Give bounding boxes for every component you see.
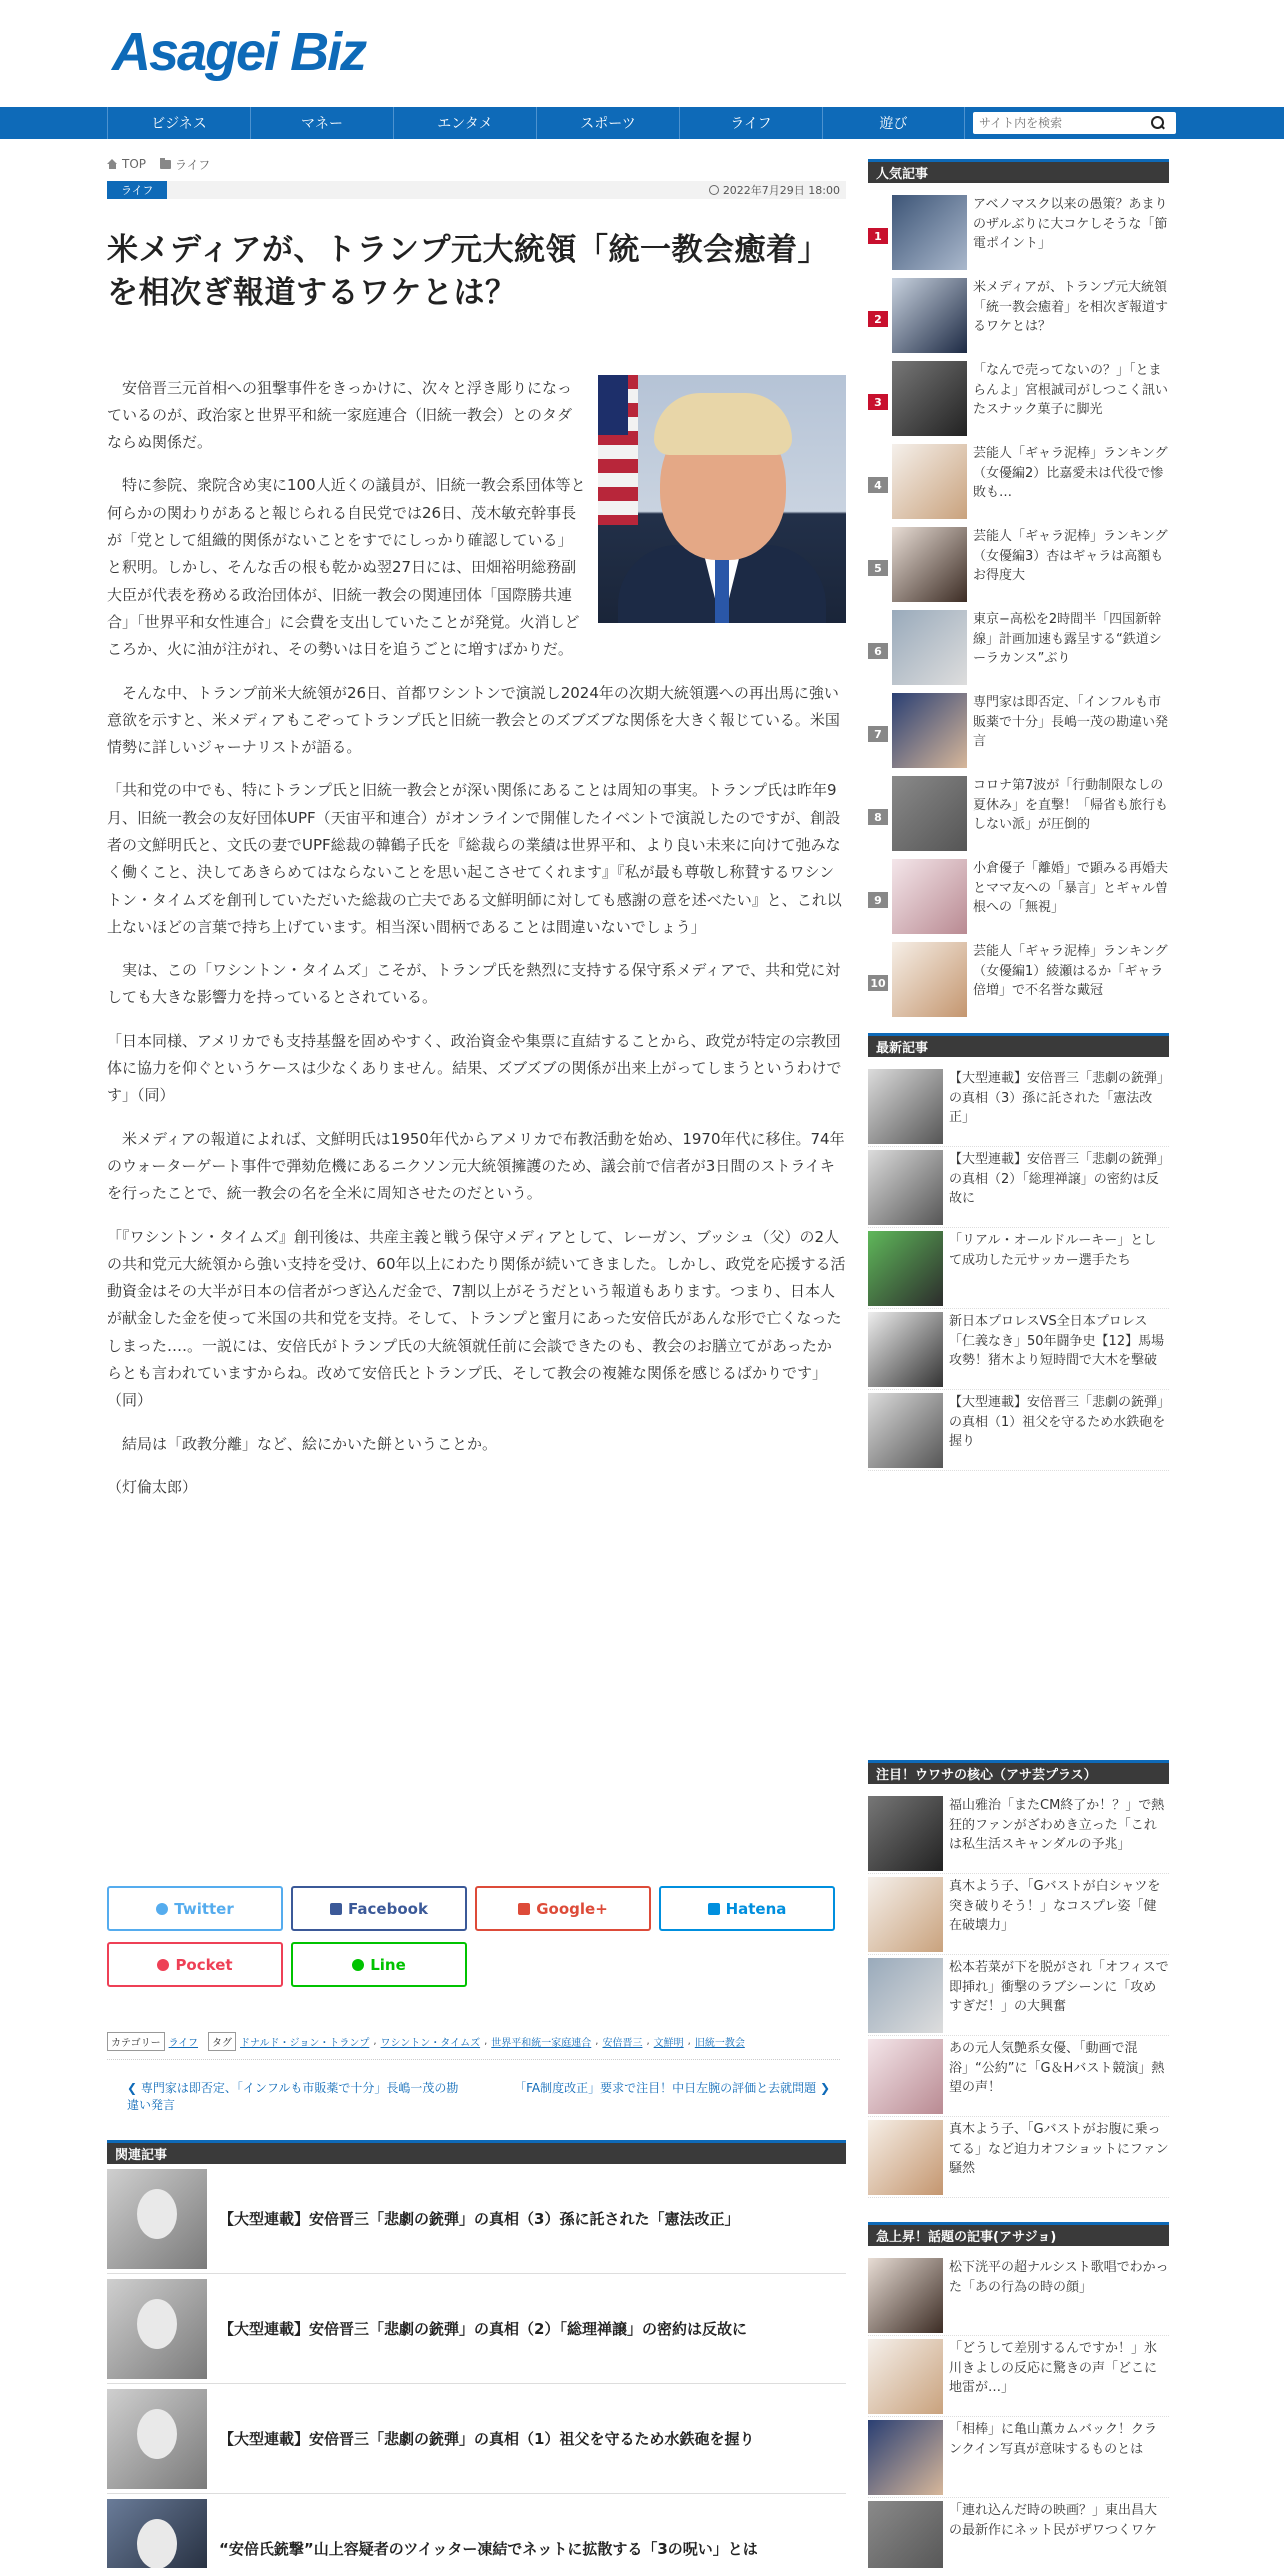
article-paragraph: 「日本同様、アメリカでも支持基盤を固めやすく、政治資金や集票に直結することから、政党が特定の宗教団体に協力を仰ぐというケースは少なくありません。結果、ズブズブの関係が出来上がってしまうというわけです」（同） <box>107 1031 842 1105</box>
asagei-title: 福山雅治「またCM終了か！？」で熱狂的ファンがざわめき立った「これは私生活スキャンダルの予兆」 <box>949 1798 1165 1852</box>
nav-item-asobi[interactable]: 遊び <box>822 107 965 139</box>
popular-title: 米メディアが、トランプ元大統領「統一教会癒着」を相次ぎ報道するワケとは？ <box>973 280 1169 334</box>
google-plus-label: Google+ <box>536 1899 608 1918</box>
asajo-thumbnail <box>868 2420 943 2495</box>
asagei-item[interactable] <box>868 2117 1169 2198</box>
latest-thumbnail <box>868 1393 943 1468</box>
related-title: 【大型連載】安倍晋三「悲劇の銃弾」の真相（1）祖父を守るため水鉄砲を握り <box>219 2430 755 2448</box>
sidebar-latest <box>868 1033 1169 1471</box>
popular-item[interactable] <box>868 275 1169 358</box>
asagei-thumbnail <box>868 1796 943 1871</box>
asagei-heading: 注目！ウワサの核心（アサ芸プラス） <box>868 1760 1169 1784</box>
popular-thumbnail <box>892 859 967 934</box>
tag-link[interactable]: 文鮮明 <box>653 2038 684 2049</box>
line-label: Line <box>370 1955 406 1974</box>
related-title: “安倍氏銃撃”山上容疑者のツイッター凍結でネットに拡散する「3の呪い」とは <box>219 2540 758 2558</box>
latest-title: 【大型連載】安倍晋三「悲劇の銃弾」の真相（1）祖父を守るため水鉄砲を握り <box>949 1395 1166 1449</box>
rank-number: 1 <box>868 228 888 244</box>
related-thumbnail <box>107 2389 207 2489</box>
related-articles <box>107 2140 846 2568</box>
sidebar-popular <box>868 159 1169 1022</box>
latest-title: 「リアル・オールドルーキー」として成功した元サッカー選手たち <box>949 1233 1157 1268</box>
asajo-title: 「連れ込んだ時の映画？」東出昌大の最新作にネット民がザワつくワケ <box>949 2503 1158 2538</box>
related-thumbnail <box>107 2279 207 2379</box>
asagei-title: 真木よう子、「Gバストが白シャツを突き破りそう！」なコスプレ姿「健在破壊力」 <box>949 1879 1161 1933</box>
related-title: 【大型連載】安倍晋三「悲劇の銃弾」の真相（2）「総理禅譲」の密約は反故に <box>219 2320 747 2338</box>
arrow-left-icon: ❮ <box>127 2081 141 2095</box>
article-paragraph: 結局は「政教分離」など、絵にかいた餅ということか。 <box>122 1434 498 1453</box>
nav-item-business[interactable]: ビジネス <box>107 107 250 139</box>
article-paragraph: 特に参院、衆院含め実に100人近くの議員が、旧統一教会系団体等と何らかの関わりがあると報じられる自民党では26日、茂木敏充幹事長が「党として組織的関係がないことをすでにしっかり確認している」と釈明。しかし、そんな舌の根も乾かぬ翌27日には、田畑裕明総務副大臣が代表を務める政治団体が、旧統一教会の関連団体「国際勝共連合」「世界平和女性連合」に会費を支出していたことが発覚。火消しどころか、火に油が注がれ、その勢いは日を追うごとに増すばかりだ。 <box>107 476 586 659</box>
sidebar-asagei <box>868 1760 1169 2198</box>
popular-title: 芸能人「ギャラ泥棒」ランキング（女優編3）杏はギャラは高額もお得度大 <box>973 529 1168 583</box>
latest-item[interactable] <box>868 1147 1169 1228</box>
breadcrumb-category-label: ライフ <box>175 157 211 172</box>
asagei-item[interactable] <box>868 1955 1169 2036</box>
related-item[interactable] <box>107 2494 846 2568</box>
category-link[interactable]: ライフ <box>168 2038 199 2049</box>
popular-item[interactable] <box>868 524 1169 607</box>
latest-thumbnail <box>868 1069 943 1144</box>
publish-date <box>709 182 846 198</box>
related-item[interactable] <box>107 2164 846 2274</box>
asagei-item[interactable] <box>868 1793 1169 1874</box>
site-logo[interactable]: Asagei Biz <box>112 22 366 82</box>
share-buttons <box>107 1886 840 1998</box>
nav-item-life[interactable]: ライフ <box>679 107 822 139</box>
asagei-title: 松本若菜が下を脱がされ「オフィスで即挿れ」衝撃のラブシーンに「攻めすぎだ！」の大興奮 <box>949 1960 1169 2014</box>
asagei-thumbnail <box>868 1958 943 2033</box>
asagei-thumbnail <box>868 2039 943 2114</box>
rank-number: 8 <box>868 809 888 825</box>
asagei-thumbnail <box>868 2120 943 2195</box>
pocket-icon <box>157 1959 169 1971</box>
popular-item[interactable] <box>868 358 1169 441</box>
asagei-list <box>868 1793 1169 2198</box>
article-author: （灯倫太郎） <box>107 1477 198 1496</box>
rank-number: 10 <box>868 975 888 991</box>
twitter-share-button[interactable] <box>107 1886 283 1931</box>
asajo-title: 松下洸平の超ナルシスト歌唱でわかった「あの行為の時の顔」 <box>949 2260 1169 2295</box>
popular-item[interactable] <box>868 690 1169 773</box>
asajo-thumbnail <box>868 2258 943 2333</box>
latest-thumbnail <box>868 1231 943 1306</box>
search-input[interactable] <box>973 113 1149 133</box>
hatena-share-button[interactable] <box>659 1886 835 1931</box>
folder-icon <box>160 160 171 169</box>
asajo-list <box>868 2255 1169 2568</box>
popular-thumbnail <box>892 610 967 685</box>
latest-item[interactable] <box>868 1309 1169 1390</box>
article-paragraph: 安倍晋三元首相への狙撃事件をきっかけに、次々と浮き彫りになっているのが、政治家と世界平和統一家庭連合（旧統一教会）とのタダならぬ関係だ。 <box>107 378 573 452</box>
popular-thumbnail <box>892 361 967 436</box>
popular-thumbnail <box>892 444 967 519</box>
related-thumbnail <box>107 2499 207 2568</box>
facebook-icon <box>330 1903 342 1915</box>
sidebar-asajo <box>868 2222 1169 2568</box>
nav-item-sports[interactable]: スポーツ <box>536 107 679 139</box>
home-icon <box>107 159 118 169</box>
popular-thumbnail <box>892 776 967 851</box>
latest-title: 【大型連載】安倍晋三「悲劇の銃弾」の真相（3）孫に託された「憲法改正」 <box>949 1071 1164 1125</box>
article-paragraph: 米メディアの報道によれば、文鮮明氏は1950年代からアメリカで布教活動を始め、1970年代に移住。74年のウォーターゲート事件で弾劾危機にあるニクソン元大統領擁護のため、議会前で信者が3日間のストライキを行ったことで、統一教会の名を全米に周知させたのだという。 <box>107 1129 845 1203</box>
clock-icon <box>709 185 719 195</box>
latest-list <box>868 1066 1169 1471</box>
popular-item[interactable] <box>868 441 1169 524</box>
pocket-label: Pocket <box>175 1955 233 1974</box>
popular-thumbnail <box>892 278 967 353</box>
latest-item[interactable] <box>868 1066 1169 1147</box>
google-plus-share-button[interactable] <box>475 1886 651 1931</box>
breadcrumb-home[interactable] <box>107 157 146 171</box>
line-share-button[interactable] <box>291 1942 467 1987</box>
popular-title: 芸能人「ギャラ泥棒」ランキング（女優編1）綾瀬はるか「ギャラ倍増」で不名誉な戴冠 <box>973 944 1168 998</box>
popular-title: 小倉優子「離婚」で顕みる再婚夫とママ友への「暴言」とギャル曽根への「無視」 <box>973 861 1169 915</box>
breadcrumb-category[interactable] <box>160 156 210 173</box>
next-post-link[interactable]: 「FA制度改正」要求で注目！中日左腕の評価と去就問題 <box>514 2081 817 2095</box>
asagei-title: あの元人気艶系女優、「動画で混浴」“公約”に「G＆Hバスト競演」熱望の声！ <box>949 2041 1165 2095</box>
latest-item[interactable] <box>868 1390 1169 1471</box>
latest-item[interactable] <box>868 1228 1169 1309</box>
article-paragraph: そんな中、トランプ前米大統領が26日、首都ワシントンで演説し2024年の次期大統領選への再出馬に強い意欲を示すと、米メディアもこぞってトランプ氏と旧統一教会とのズブズブな関係を大きく報じている。米国情勢に詳しいジャーナリストが語る。 <box>107 683 840 757</box>
rank-number: 7 <box>868 726 888 742</box>
tag-link[interactable]: ワシントン・タイムズ <box>380 2038 481 2049</box>
twitter-icon <box>156 1903 168 1915</box>
popular-item[interactable] <box>868 856 1169 939</box>
asajo-item[interactable] <box>868 2417 1169 2498</box>
post-navigation <box>107 2080 840 2114</box>
rank-number: 9 <box>868 892 888 908</box>
asajo-title: 「どうして差別するんですか！」氷川きよしの反応に驚きの声「どこに地雷が…」 <box>949 2341 1158 2395</box>
popular-thumbnail <box>892 195 967 270</box>
pocket-share-button[interactable] <box>107 1942 283 1987</box>
popular-title: コロナ第7波が「行動制限なしの夏休み」を直撃！「帰省も旅行もしない派」が圧倒的 <box>973 778 1169 832</box>
related-item[interactable] <box>107 2384 846 2494</box>
line-icon <box>352 1959 364 1971</box>
prev-post-link[interactable]: 専門家は即否定、「インフルも市販薬で十分」長嶋一茂の勘違い発言 <box>127 2081 459 2112</box>
popular-title: アベノマスク以来の愚策？あまりのザルぶりに大コケしそうな「節電ポイント」 <box>973 197 1168 251</box>
tag-link[interactable]: ドナルド・ジョン・トランプ <box>240 2038 370 2049</box>
rank-number: 4 <box>868 477 888 493</box>
popular-heading: 人気記事 <box>868 159 1169 183</box>
related-thumbnail <box>107 2169 207 2269</box>
tag-label: タグ <box>208 2032 236 2051</box>
search-icon[interactable] <box>1149 114 1167 132</box>
article-paragraph: 「共和党の中でも、特にトランプ氏と旧統一教会とが深い関係にあることは周知の事実。トランプ氏は昨年9月、旧統一教会の友好団体UPF（天宙平和連合）がオンラインで開催したイベントで演説したのですが、創設者の文鮮明氏と、文氏の妻でUPF総裁の韓鶴子氏を『総裁らの業績は世界平和、より良い未来に向けて弛みなく働くこと、決してあきらめてはならないことを思い起こさせてくれます』『私が最も尊敬し称賛するワシントン・タイムズを創刊していただいた総裁の亡夫である文鮮明師に対しても感謝の意を述べたい』と、これ以上ないほどの言葉で持ち上げています。相当深い間柄であることは間違いないでしょう」 <box>107 781 842 936</box>
article-tags: カテゴリー ライフ タグ ドナルド・ジョン・トランプ , ワシントン・タイムズ , 世界平和統一家庭連合 , 安倍晋三 , 文鮮明 , 旧統一教会 <box>107 2032 840 2060</box>
nav-item-money[interactable]: マネー <box>250 107 393 139</box>
main-content <box>107 155 846 1517</box>
search-box <box>973 112 1176 134</box>
category-label: カテゴリー <box>107 2032 165 2051</box>
article-paragraph: 実は、この「ワシントン・タイムズ」こそが、トランプ氏を熱烈に支持する保守系メディアで、共和党に対しても大きな影響力を持っているとされている。 <box>107 961 841 1007</box>
tag-link[interactable]: 旧統一教会 <box>694 2038 745 2049</box>
latest-thumbnail <box>868 1150 943 1225</box>
related-heading: 関連記事 <box>107 2140 846 2164</box>
article-body <box>107 375 846 1518</box>
latest-heading: 最新記事 <box>868 1033 1169 1057</box>
popular-thumbnail <box>892 693 967 768</box>
popular-title: 東京−高松を2時間半「四国新幹線」計画加速も露呈する“鉄道シーラカンス”ぶり <box>973 612 1162 666</box>
popular-title: 芸能人「ギャラ泥棒」ランキング（女優編2）比嘉愛未は代役で惨敗も… <box>973 446 1168 500</box>
asajo-item[interactable] <box>868 2498 1169 2568</box>
asajo-thumbnail <box>868 2501 943 2568</box>
asagei-item[interactable] <box>868 2036 1169 2117</box>
twitter-label: Twitter <box>174 1899 234 1918</box>
asajo-thumbnail <box>868 2339 943 2414</box>
popular-item[interactable] <box>868 607 1169 690</box>
article-paragraph: 「『ワシントン・タイムズ』創刊後は、共産主義と戦う保守メディアとして、レーガン、ブッシュ（父）の2人の共和党元大統領から強い支持を受け、60年以上にわたり関係が続いてきました。しかし、政党を応援する活動資金はその大半が日本の信者がつぎ込んだ金で、7割以上がそうだという報道もあります。つまり、日本人が献金した金を使って米国の共和党を支持。そして、トランプと蜜月にあった安倍氏があんな形で亡くなったしまった‥‥。一説には、安倍氏がトランプ氏の大統領就任前に会談できたのも、教会のお膳立てがあったからとも言われていますからね。改めて安倍氏とトランプ氏、そして教会の複雑な関係を感じるばかりです」（同） <box>107 1227 846 1410</box>
asajo-item[interactable] <box>868 2255 1169 2336</box>
asagei-item[interactable] <box>868 1874 1169 1955</box>
rank-number: 5 <box>868 560 888 576</box>
hatena-label: Hatena <box>725 1899 787 1918</box>
asajo-item[interactable] <box>868 2336 1169 2417</box>
popular-item[interactable] <box>868 192 1169 275</box>
article-photo <box>598 375 846 623</box>
related-item[interactable] <box>107 2274 846 2384</box>
asagei-thumbnail <box>868 1877 943 1952</box>
popular-thumbnail <box>892 942 967 1017</box>
article-meta <box>107 181 846 199</box>
latest-title: 【大型連載】安倍晋三「悲劇の銃弾」の真相（2）「総理禅譲」の密約は反故に <box>949 1152 1164 1206</box>
popular-title: 「なんで売ってないの？」「とまらんよ」宮根誠司がしつこく訊いたスナック菓子に脚光 <box>973 363 1169 417</box>
popular-item[interactable] <box>868 939 1169 1022</box>
google-plus-icon <box>518 1903 530 1915</box>
article-title: 米メディアが、トランプ元大統領「統一教会癒着」を相次ぎ報道するワケとは？ <box>107 232 830 311</box>
nav-item-entame[interactable]: エンタメ <box>393 107 536 139</box>
tag-link[interactable]: 安倍晋三 <box>602 2038 643 2049</box>
rank-number: 6 <box>868 643 888 659</box>
breadcrumb <box>107 155 846 173</box>
popular-thumbnail <box>892 527 967 602</box>
popular-list <box>868 192 1169 1022</box>
breadcrumb-home-label: TOP <box>122 157 147 171</box>
related-title: 【大型連載】安倍晋三「悲劇の銃弾」の真相（3）孫に託された「憲法改正」 <box>219 2210 740 2228</box>
rank-number: 3 <box>868 394 888 410</box>
facebook-label: Facebook <box>348 1899 428 1918</box>
latest-thumbnail <box>868 1312 943 1387</box>
tag-link[interactable]: 世界平和統一家庭連合 <box>491 2038 592 2049</box>
publish-date-text: 2022年7月29日 18:00 <box>722 184 840 197</box>
rank-number: 2 <box>868 311 888 327</box>
global-nav <box>0 107 1284 139</box>
facebook-share-button[interactable] <box>291 1886 467 1931</box>
latest-title: 新日本プロレスVS全日本プロレス「仁義なき」50年闘争史【12】馬場攻勢！猪木より短時間で大木を撃破 <box>949 1314 1165 1368</box>
arrow-right-icon: ❯ <box>816 2081 830 2095</box>
asagei-title: 真木よう子、「Gバストがお腹に乗ってる」など迫力オフショットにファン騒然 <box>949 2122 1169 2176</box>
asajo-title: 「相棒」に亀山薫カムバック！クランクイン写真が意味するものとは <box>949 2422 1158 2457</box>
category-badge[interactable]: ライフ <box>107 181 167 199</box>
popular-title: 専門家は即否定、「インフルも市販薬で十分」長嶋一茂の勘違い発言 <box>973 695 1169 749</box>
popular-item[interactable] <box>868 773 1169 856</box>
asajo-heading: 急上昇！話題の記事(アサジョ) <box>868 2222 1169 2246</box>
hatena-icon <box>708 1903 720 1915</box>
